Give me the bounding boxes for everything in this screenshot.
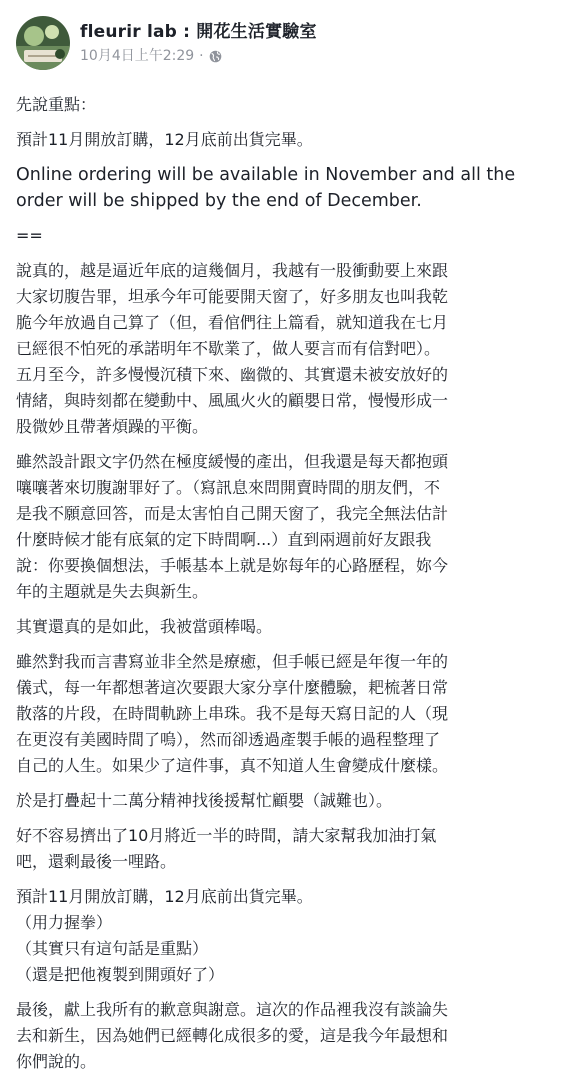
paragraph-line: 說：你要換個想法，手帳基本上就是妳每年的心路歷程，妳今: [16, 556, 449, 575]
paragraph-line: 股微妙且帶著煩躁的平衡。: [16, 417, 209, 436]
paragraph-line: Online ordering will be available in November and all the: [16, 165, 516, 185]
paragraph-line: ==: [16, 226, 43, 245]
paragraph-line: 自己的人生。如果少了這件事，真不知道人生會變成什麼樣。: [16, 756, 449, 775]
post-paragraph: [16, 614, 559, 640]
paragraph-line: 大家切腹告罪，坦承今年可能要開天窗了，好多朋友也叫我乾: [16, 287, 449, 306]
paragraph-line: 年的主題就是失去與新生。: [16, 582, 209, 601]
paragraph-line: （其實只有這句話是重點）: [16, 939, 209, 958]
paragraph-line: 最後，獻上我所有的歉意與謝意。這次的作品裡我沒有談論失: [16, 1000, 449, 1019]
paragraph-line: （用力握拳）: [16, 913, 113, 932]
paragraph-line: 五月至今，許多慢慢沉積下來、幽微的、其實還未被安放好的: [16, 365, 449, 384]
post-meta: [80, 21, 317, 66]
paragraph-line: （還是把他複製到開頭好了）: [16, 965, 225, 984]
post-paragraph: [16, 92, 559, 118]
paragraph-line: 先說重點：: [16, 95, 97, 114]
post-paragraph: [16, 223, 559, 249]
avatar-image: [16, 16, 70, 70]
paragraph-line: 去和新生，因為她們已經轉化成很多的愛，這是我今年最想和: [16, 1026, 449, 1045]
post-paragraph: [16, 449, 559, 605]
paragraph-line: 其實還真的是如此，我被當頭棒喝。: [16, 617, 273, 636]
post-paragraph: [16, 127, 559, 153]
paragraph-line: 什麼時候才能有底氣的定下時間啊...）直到兩週前好友跟我: [16, 530, 432, 549]
page-avatar[interactable]: [16, 16, 70, 70]
globe-icon: [209, 49, 222, 62]
paragraph-line: 散落的片段，在時間軌跡上串珠。我不是每天寫日記的人（現: [16, 704, 449, 723]
post-subline: [80, 46, 317, 66]
post-header: [16, 12, 559, 74]
paragraph-line: 說真的，越是逼近年底的這幾個月，我越有一股衝動要上來跟: [16, 261, 449, 280]
paragraph-line: 你們說的。: [16, 1052, 97, 1071]
paragraph-line: 情緒，與時刻都在變動中、風風火火的顧嬰日常，慢慢形成一: [16, 391, 449, 410]
paragraph-line: 於是打疊起十二萬分精神找後援幫忙顧嬰（誠難也）。: [16, 791, 393, 810]
post-paragraph: [16, 823, 559, 875]
paragraph-line: 好不容易擠出了10月將近一半的時間，請大家幫我加油打氣: [16, 826, 437, 845]
paragraph-line: 吧，還剩最後一哩路。: [16, 852, 177, 871]
paragraph-line: 在更沒有美國時間了嗚），然而卻透過產製手帳的過程整理了: [16, 730, 441, 749]
paragraph-line: 雖然對我而言書寫並非全然是療癒，但手帳已經是年復一年的: [16, 652, 449, 671]
post-paragraph: [16, 649, 559, 779]
paragraph-line: 雖然設計跟文字仍然在極度緩慢的產出，但我還是每天都抱頭: [16, 452, 449, 471]
separator-dot: ·: [199, 47, 204, 64]
paragraph-line: 預計11月開放訂購，12月底前出貨完畢。: [16, 887, 313, 906]
paragraph-line: 脆今年放過自己算了（但，看倌們往上篇看，就知道我在七月: [16, 313, 449, 332]
post-paragraph: [16, 258, 559, 440]
post-paragraph: [16, 997, 559, 1075]
post-body: [16, 92, 559, 1075]
post-paragraph: [16, 162, 559, 214]
paragraph-line: 已經很不怕死的承諾明年不歇業了，做人要言而有信對吧）。: [16, 339, 441, 358]
paragraph-line: 儀式，每一年都想著這次要跟大家分享什麼體驗，耙梳著日常: [16, 678, 449, 697]
paragraph-line: 是我不願意回答，而是太害怕自己開天窗了，我完全無法估計: [16, 504, 449, 523]
post-paragraph: [16, 884, 559, 988]
paragraph-line: 嚷嚷著來切腹謝罪好了。（寫訊息來問開賣時間的朋友們，不: [16, 478, 441, 497]
page-name[interactable]: fleurir lab : 開花生活實驗室: [80, 21, 317, 42]
paragraph-line: order will be shipped by the end of December.: [16, 191, 422, 211]
post-timestamp[interactable]: 10月4日上午2:29: [80, 47, 195, 64]
paragraph-line: 預計11月開放訂購，12月底前出貨完畢。: [16, 130, 313, 149]
post-paragraph: [16, 788, 559, 814]
